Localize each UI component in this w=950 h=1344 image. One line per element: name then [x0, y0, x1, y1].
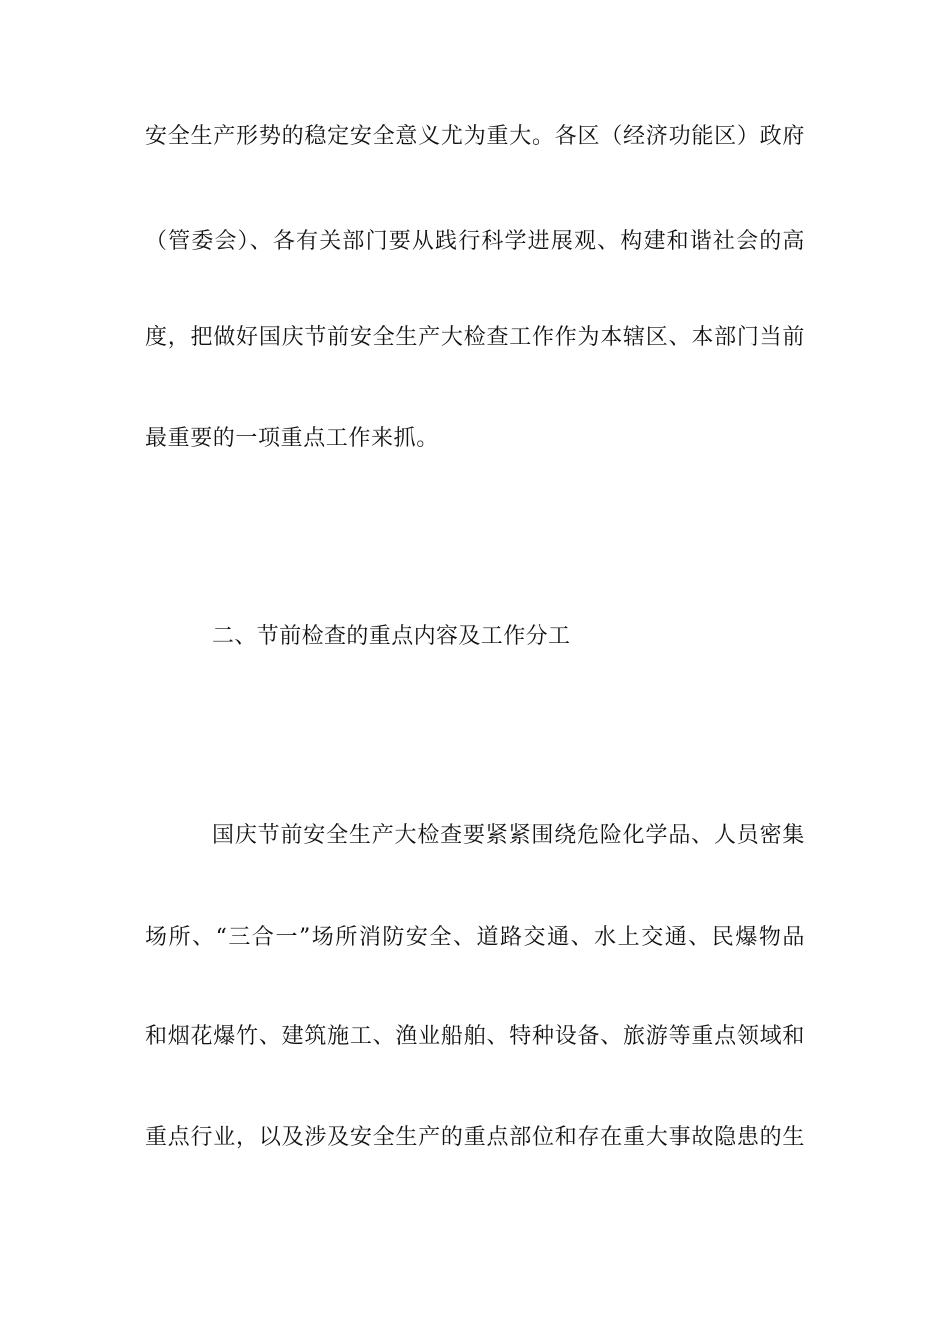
paragraph-1-line-4: 最重要的一项重点工作来抓。	[145, 426, 439, 451]
paragraph-1-line-1: 安全生产形势的稳定安全意义尤为重大。各区（经济功能区）政府	[145, 124, 805, 149]
paragraph-1-line-2: （管委会）、各有关部门要从践行科学进展观、构建和谐社会的高	[145, 229, 805, 254]
paragraph-2-line-1: 国庆节前安全生产大检查要紧紧围绕危险化学品、人员密集	[212, 823, 805, 848]
paragraph-2-line-2: 场所、“三合一”场所消防安全、道路交通、水上交通、民爆物品	[145, 925, 805, 950]
paragraph-2-line-4: 重点行业，以及涉及安全生产的重点部位和存在重大事故隐患的生	[145, 1125, 805, 1150]
paragraph-2-line-3: 和烟花爆竹、建筑施工、渔业船舶、特种设备、旅游等重点领域和	[145, 1024, 805, 1049]
section-heading: 二、节前检查的重点内容及工作分工	[212, 624, 571, 649]
paragraph-1-line-3: 度，把做好国庆节前安全生产大检查工作作为本辖区、本部门当前	[145, 325, 805, 350]
